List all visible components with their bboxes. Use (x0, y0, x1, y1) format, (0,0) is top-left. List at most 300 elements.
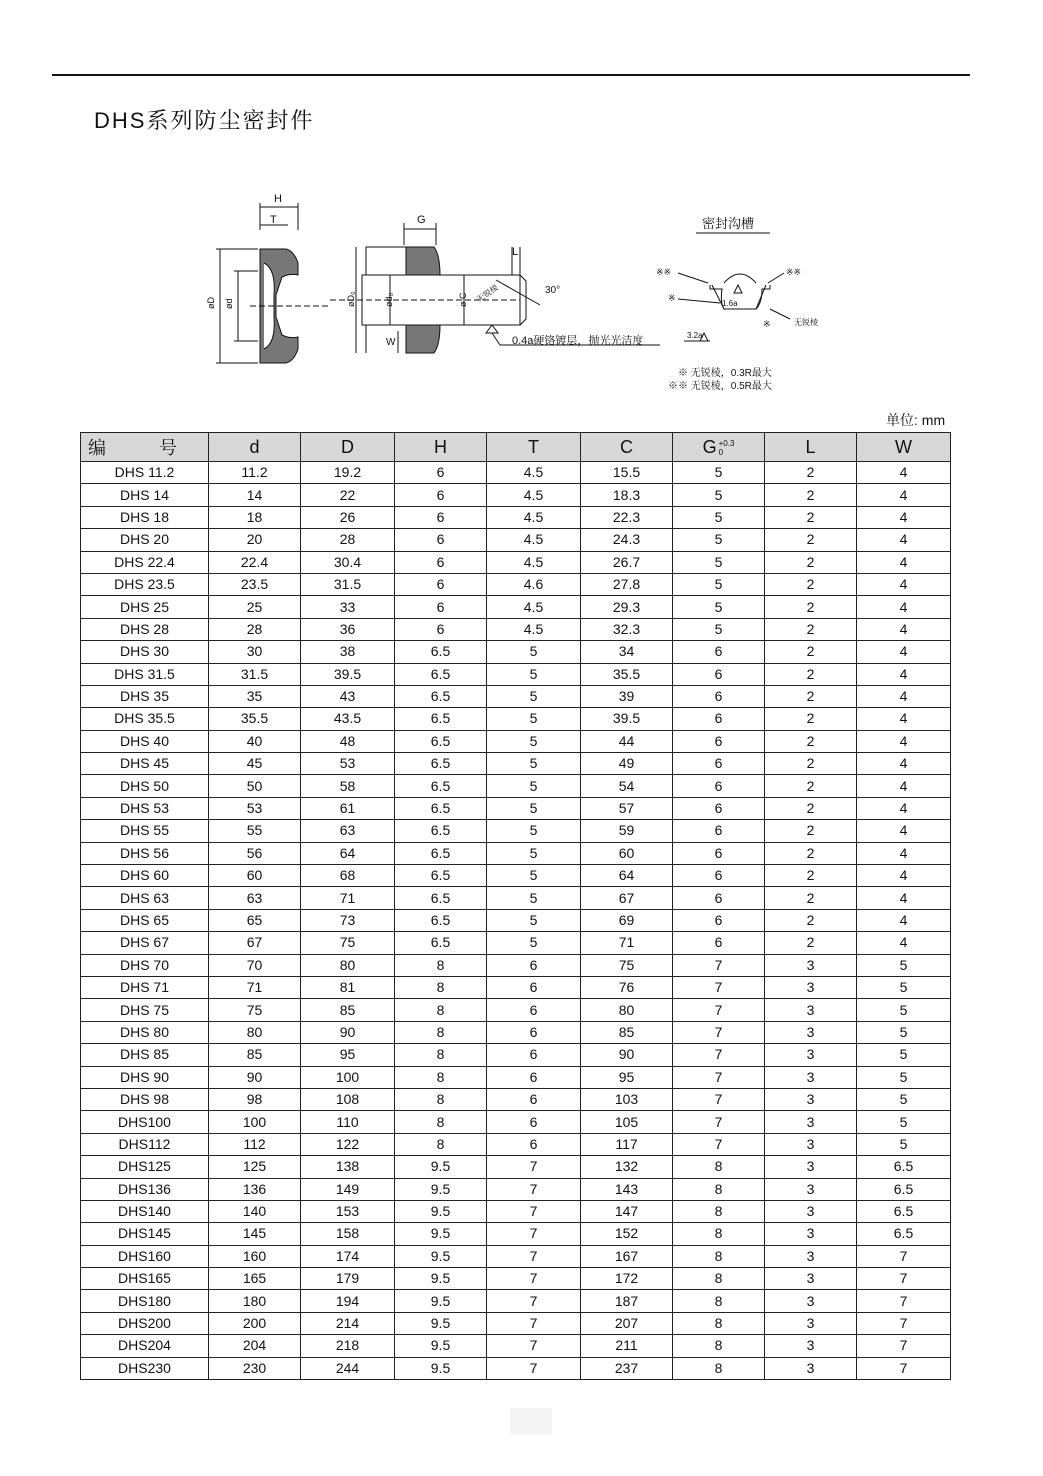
cell-d: 18 (209, 506, 301, 528)
cell-d: 160 (209, 1245, 301, 1267)
cell-W: 4 (857, 551, 951, 573)
cell-G: 7 (673, 1066, 765, 1088)
cell-H: 6.5 (395, 730, 487, 752)
cell-H: 8 (395, 1044, 487, 1066)
cell-code: DHS 75 (81, 999, 209, 1021)
cell-H: 8 (395, 1088, 487, 1110)
cell-C: 143 (581, 1178, 673, 1200)
cell-C: 152 (581, 1223, 673, 1245)
cell-W: 7 (857, 1268, 951, 1290)
cell-H: 9.5 (395, 1312, 487, 1334)
seal-section-view (206, 193, 330, 363)
cell-W: 7 (857, 1357, 951, 1379)
table-row (81, 641, 951, 663)
cell-T: 7 (487, 1290, 581, 1312)
cell-T: 5 (487, 909, 581, 931)
seal-diagram (190, 185, 840, 400)
cell-D: 179 (301, 1268, 395, 1290)
cell-G: 8 (673, 1178, 765, 1200)
cell-code: DHS 63 (81, 887, 209, 909)
cell-T: 6 (487, 999, 581, 1021)
footnote-double: ※※ 无锐棱，0.5R最大 (668, 381, 772, 392)
cell-T: 5 (487, 865, 581, 887)
groove-mark-single-left: ※ (668, 293, 676, 303)
cell-d: 100 (209, 1111, 301, 1133)
cell-G: 6 (673, 842, 765, 864)
cell-G: 6 (673, 932, 765, 954)
table-row (81, 1044, 951, 1066)
cell-D: 122 (301, 1133, 395, 1155)
cell-L: 2 (765, 820, 857, 842)
cell-C: 105 (581, 1111, 673, 1133)
cell-D: 48 (301, 730, 395, 752)
cell-C: 69 (581, 909, 673, 931)
cell-D: 31.5 (301, 573, 395, 595)
cell-H: 9.5 (395, 1178, 487, 1200)
cell-C: 18.3 (581, 484, 673, 506)
cell-T: 5 (487, 708, 581, 730)
cell-D: 158 (301, 1223, 395, 1245)
cell-H: 6 (395, 506, 487, 528)
table-row (81, 1111, 951, 1133)
table-row (81, 529, 951, 551)
cell-G: 6 (673, 820, 765, 842)
cell-H: 6 (395, 596, 487, 618)
cell-C: 67 (581, 887, 673, 909)
dim-G-label: G (417, 214, 426, 226)
cell-d: 31.5 (209, 663, 301, 685)
cell-W: 6.5 (857, 1156, 951, 1178)
cell-W: 4 (857, 596, 951, 618)
cell-T: 5 (487, 685, 581, 707)
cell-C: 167 (581, 1245, 673, 1267)
cell-T: 4.5 (487, 484, 581, 506)
cell-T: 4.5 (487, 551, 581, 573)
table-row (81, 1335, 951, 1357)
groove-mark-single-bottom: ※ (763, 319, 771, 329)
cell-W: 4 (857, 641, 951, 663)
cell-T: 6 (487, 1066, 581, 1088)
cell-H: 6.5 (395, 909, 487, 931)
cell-D: 100 (301, 1066, 395, 1088)
cell-D: 149 (301, 1178, 395, 1200)
groove-mark-double-left: ※※ (656, 267, 672, 277)
cell-C: 237 (581, 1357, 673, 1379)
cell-W: 7 (857, 1335, 951, 1357)
cell-L: 2 (765, 932, 857, 954)
dim-phid-label: ød (224, 298, 234, 309)
cell-W: 4 (857, 484, 951, 506)
cell-d: 23.5 (209, 573, 301, 595)
cell-d: 63 (209, 887, 301, 909)
cell-d: 230 (209, 1357, 301, 1379)
cell-W: 5 (857, 1133, 951, 1155)
cell-H: 6.5 (395, 753, 487, 775)
table-row (81, 596, 951, 618)
cell-code: DHS 80 (81, 1021, 209, 1043)
header-G (673, 433, 765, 462)
dim-H-label: H (274, 193, 282, 205)
cell-L: 3 (765, 954, 857, 976)
cell-C: 32.3 (581, 618, 673, 640)
cell-C: 29.3 (581, 596, 673, 618)
cell-code: DHS 50 (81, 775, 209, 797)
cell-W: 5 (857, 1111, 951, 1133)
table-row (81, 753, 951, 775)
cell-d: 55 (209, 820, 301, 842)
cell-code: DHS 55 (81, 820, 209, 842)
cell-W: 5 (857, 976, 951, 998)
cell-G: 7 (673, 1088, 765, 1110)
cell-G: 7 (673, 954, 765, 976)
table-row (81, 462, 951, 484)
cell-L: 2 (765, 529, 857, 551)
bottom-page-mark (510, 1408, 552, 1434)
groove-detail-view (656, 216, 818, 392)
cell-H: 6 (395, 551, 487, 573)
cell-D: 194 (301, 1290, 395, 1312)
cell-L: 2 (765, 685, 857, 707)
cell-C: 34 (581, 641, 673, 663)
cell-W: 6.5 (857, 1223, 951, 1245)
cell-H: 6.5 (395, 932, 487, 954)
table-row (81, 999, 951, 1021)
cell-T: 6 (487, 1111, 581, 1133)
cell-T: 5 (487, 775, 581, 797)
cell-L: 2 (765, 663, 857, 685)
cell-code: DHS 60 (81, 865, 209, 887)
cell-code: DHS165 (81, 1268, 209, 1290)
cell-L: 3 (765, 1223, 857, 1245)
table-row (81, 887, 951, 909)
cell-L: 2 (765, 775, 857, 797)
cell-T: 4.5 (487, 506, 581, 528)
table-row (81, 1156, 951, 1178)
cell-C: 211 (581, 1335, 673, 1357)
cell-L: 3 (765, 1290, 857, 1312)
cell-d: 14 (209, 484, 301, 506)
cell-G: 6 (673, 663, 765, 685)
g-tolerance (719, 439, 735, 457)
cell-H: 6.5 (395, 775, 487, 797)
cell-D: 85 (301, 999, 395, 1021)
cell-G: 7 (673, 1111, 765, 1133)
cell-d: 50 (209, 775, 301, 797)
unit-label: 单位: mm (886, 412, 946, 428)
cell-code: DHS140 (81, 1200, 209, 1222)
table-row (81, 909, 951, 931)
cell-code: DHS 30 (81, 641, 209, 663)
table-row (81, 708, 951, 730)
header-G-label: G (702, 436, 717, 457)
cell-L: 3 (765, 1088, 857, 1110)
cell-D: 90 (301, 1021, 395, 1043)
cell-H: 8 (395, 1021, 487, 1043)
cell-C: 59 (581, 820, 673, 842)
cell-D: 95 (301, 1044, 395, 1066)
cell-W: 4 (857, 573, 951, 595)
cell-L: 3 (765, 976, 857, 998)
cell-H: 9.5 (395, 1290, 487, 1312)
cell-code: DHS 70 (81, 954, 209, 976)
cell-L: 2 (765, 462, 857, 484)
table-row (81, 663, 951, 685)
cell-H: 6.5 (395, 887, 487, 909)
cell-D: 110 (301, 1111, 395, 1133)
table-row (81, 618, 951, 640)
cell-T: 5 (487, 842, 581, 864)
cell-C: 76 (581, 976, 673, 998)
cell-H: 6.5 (395, 641, 487, 663)
table-row (81, 1290, 951, 1312)
header-H: H (395, 433, 487, 462)
cell-C: 15.5 (581, 462, 673, 484)
cell-code: DHS 85 (81, 1044, 209, 1066)
cell-W: 4 (857, 865, 951, 887)
cell-d: 53 (209, 797, 301, 819)
cell-D: 22 (301, 484, 395, 506)
cell-D: 58 (301, 775, 395, 797)
cell-d: 30 (209, 641, 301, 663)
cell-d: 35 (209, 685, 301, 707)
cell-W: 5 (857, 1044, 951, 1066)
cell-L: 3 (765, 1156, 857, 1178)
cell-C: 44 (581, 730, 673, 752)
cell-H: 9.5 (395, 1200, 487, 1222)
cell-C: 35.5 (581, 663, 673, 685)
header-L: L (765, 433, 857, 462)
cell-L: 3 (765, 1044, 857, 1066)
cell-code: DHS 25 (81, 596, 209, 618)
cell-code: DHS 98 (81, 1088, 209, 1110)
cell-G: 6 (673, 909, 765, 931)
cell-H: 8 (395, 1111, 487, 1133)
cell-code: DHS180 (81, 1290, 209, 1312)
cell-d: 145 (209, 1223, 301, 1245)
cell-G: 5 (673, 462, 765, 484)
dim-L-label: L (512, 246, 519, 258)
cell-L: 3 (765, 999, 857, 1021)
cell-W: 4 (857, 529, 951, 551)
cell-D: 81 (301, 976, 395, 998)
cell-T: 4.5 (487, 462, 581, 484)
cell-d: 125 (209, 1156, 301, 1178)
cell-code: DHS 14 (81, 484, 209, 506)
cell-d: 25 (209, 596, 301, 618)
cell-D: 244 (301, 1357, 395, 1379)
cell-code: DHS 53 (81, 797, 209, 819)
cell-L: 2 (765, 708, 857, 730)
cell-L: 2 (765, 618, 857, 640)
table-row (81, 506, 951, 528)
cell-d: 20 (209, 529, 301, 551)
cell-C: 187 (581, 1290, 673, 1312)
cell-code: DHS 35 (81, 685, 209, 707)
cell-D: 19.2 (301, 462, 395, 484)
cell-G: 5 (673, 484, 765, 506)
cell-G: 7 (673, 1133, 765, 1155)
cell-L: 2 (765, 506, 857, 528)
cell-C: 57 (581, 797, 673, 819)
corner-blank-box (897, 30, 973, 68)
cell-L: 2 (765, 887, 857, 909)
cell-code: DHS145 (81, 1223, 209, 1245)
table-row (81, 1088, 951, 1110)
cell-code: DHS230 (81, 1357, 209, 1379)
cell-T: 6 (487, 954, 581, 976)
cell-L: 2 (765, 909, 857, 931)
cell-H: 9.5 (395, 1335, 487, 1357)
cell-C: 95 (581, 1066, 673, 1088)
cell-C: 22.3 (581, 506, 673, 528)
cell-code: DHS 18 (81, 506, 209, 528)
cell-d: 90 (209, 1066, 301, 1088)
cell-D: 36 (301, 618, 395, 640)
cell-C: 75 (581, 954, 673, 976)
g-tolerance-lower: 0 (718, 447, 724, 457)
cell-code: DHS 31.5 (81, 663, 209, 685)
cell-L: 3 (765, 1133, 857, 1155)
cell-G: 6 (673, 730, 765, 752)
cell-C: 103 (581, 1088, 673, 1110)
cell-W: 7 (857, 1312, 951, 1334)
cell-d: 200 (209, 1312, 301, 1334)
cell-d: 35.5 (209, 708, 301, 730)
cell-C: 147 (581, 1200, 673, 1222)
cell-D: 75 (301, 932, 395, 954)
table-row (81, 842, 951, 864)
dim-phiD-label: øD (206, 297, 216, 309)
cell-code: DHS125 (81, 1156, 209, 1178)
cell-D: 39.5 (301, 663, 395, 685)
cell-H: 6 (395, 573, 487, 595)
cell-T: 5 (487, 663, 581, 685)
angle-label: 30° (545, 285, 561, 296)
cell-d: 65 (209, 909, 301, 931)
cell-d: 70 (209, 954, 301, 976)
cell-W: 4 (857, 730, 951, 752)
cell-G: 8 (673, 1357, 765, 1379)
cell-W: 4 (857, 462, 951, 484)
cell-H: 6 (395, 462, 487, 484)
cell-C: 54 (581, 775, 673, 797)
cell-G: 6 (673, 641, 765, 663)
cell-W: 5 (857, 1088, 951, 1110)
cell-T: 7 (487, 1268, 581, 1290)
header-T: T (487, 433, 581, 462)
cell-T: 7 (487, 1178, 581, 1200)
cell-T: 5 (487, 887, 581, 909)
cell-D: 28 (301, 529, 395, 551)
cell-G: 6 (673, 775, 765, 797)
cell-G: 5 (673, 573, 765, 595)
cell-L: 2 (765, 730, 857, 752)
cell-T: 5 (487, 641, 581, 663)
cell-T: 5 (487, 820, 581, 842)
cell-G: 7 (673, 999, 765, 1021)
groove-mark-double-right: ※※ (786, 267, 802, 277)
cell-H: 6.5 (395, 685, 487, 707)
cell-L: 3 (765, 1268, 857, 1290)
cell-D: 63 (301, 820, 395, 842)
table-row (81, 1066, 951, 1088)
cell-D: 73 (301, 909, 395, 931)
cell-D: 218 (301, 1335, 395, 1357)
cell-G: 6 (673, 865, 765, 887)
table-row (81, 730, 951, 752)
cell-L: 2 (765, 641, 857, 663)
cell-H: 6.5 (395, 865, 487, 887)
cell-T: 7 (487, 1156, 581, 1178)
cell-D: 38 (301, 641, 395, 663)
cell-D: 153 (301, 1200, 395, 1222)
header-code: 编 号 (81, 433, 209, 462)
cell-W: 4 (857, 506, 951, 528)
table-row (81, 551, 951, 573)
cell-d: 56 (209, 842, 301, 864)
cell-L: 2 (765, 865, 857, 887)
cell-G: 6 (673, 887, 765, 909)
cell-code: DHS200 (81, 1312, 209, 1334)
page-title: DHS系列防尘密封件 (94, 108, 315, 133)
cell-G: 7 (673, 976, 765, 998)
cell-W: 4 (857, 685, 951, 707)
cell-W: 4 (857, 775, 951, 797)
table-row (81, 1021, 951, 1043)
cell-C: 27.8 (581, 573, 673, 595)
cell-L: 2 (765, 551, 857, 573)
cell-L: 2 (765, 596, 857, 618)
cell-code: DHS 56 (81, 842, 209, 864)
table-row (81, 932, 951, 954)
header-d: d (209, 433, 301, 462)
cell-d: 80 (209, 1021, 301, 1043)
cell-D: 174 (301, 1245, 395, 1267)
dim-phid0-label: ød₀ (384, 292, 394, 307)
cell-code: DHS 22.4 (81, 551, 209, 573)
cell-W: 6.5 (857, 1200, 951, 1222)
cell-d: 45 (209, 753, 301, 775)
table-row (81, 976, 951, 998)
table-row (81, 954, 951, 976)
cell-G: 8 (673, 1312, 765, 1334)
cell-H: 8 (395, 976, 487, 998)
cell-d: 67 (209, 932, 301, 954)
table-row (81, 820, 951, 842)
cell-H: 8 (395, 1066, 487, 1088)
cell-H: 9.5 (395, 1268, 487, 1290)
cell-C: 26.7 (581, 551, 673, 573)
table-row (81, 797, 951, 819)
cell-G: 8 (673, 1245, 765, 1267)
cell-H: 9.5 (395, 1223, 487, 1245)
cell-L: 2 (765, 842, 857, 864)
table-row (81, 1312, 951, 1334)
table-row (81, 685, 951, 707)
cell-D: 30.4 (301, 551, 395, 573)
table-row (81, 573, 951, 595)
cell-T: 6 (487, 1133, 581, 1155)
dim-W-label: W (386, 337, 396, 348)
cell-G: 5 (673, 618, 765, 640)
dim-phiD0-label: øD₀ (346, 291, 356, 307)
cell-C: 80 (581, 999, 673, 1021)
cell-L: 3 (765, 1021, 857, 1043)
cell-code: DHS 28 (81, 618, 209, 640)
cell-G: 8 (673, 1335, 765, 1357)
cell-d: 98 (209, 1088, 301, 1110)
cell-T: 6 (487, 1088, 581, 1110)
